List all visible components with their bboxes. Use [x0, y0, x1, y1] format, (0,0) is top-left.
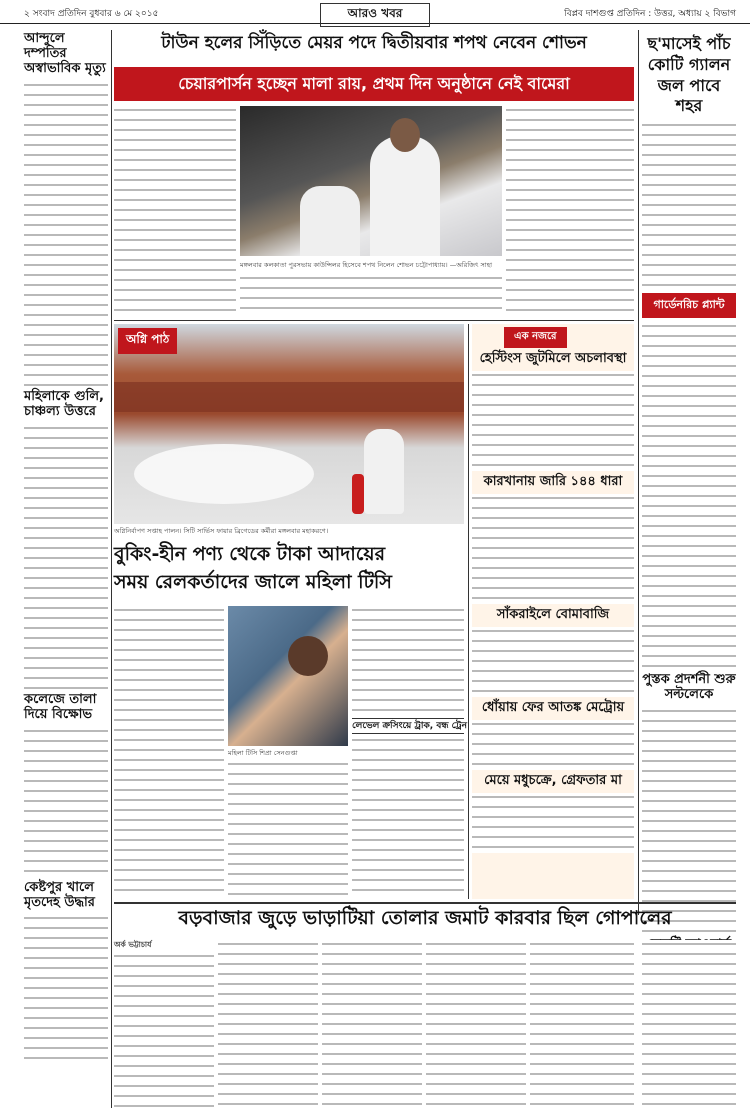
tc-text-left [114, 606, 224, 896]
left-column [24, 32, 108, 1112]
tc-text-under-photo [228, 760, 348, 896]
right-headline-3: পুস্তক প্রদর্শনী শুরু সল্টলেকে [642, 672, 736, 703]
brief-headline-4: ধোঁয়ায় ফের আতঙ্ক মেট্রোয় [481, 699, 625, 715]
brief-headline-1: হেস্টিংস জুটমিলে অচলাবস্থা [479, 351, 627, 366]
right-headline-1: ছ'মাসেই পাঁচ কোটি গ্যালন জল পাবে শহর [647, 34, 731, 116]
fire-drill-caption: অগ্নিনির্বাপণ সপ্তাহ পালন। সিটি সার্ভিস ফায়ার ব্রিগেডের কর্মীরা মঙ্গলবার মহাকরণে। [114, 527, 329, 535]
lead-headline: টাউন হলের সিঁড়িতে মেয়র পদে দ্বিতীয়বার শপথ নেবেন শোভন [161, 33, 587, 53]
right-article-2 [642, 322, 736, 667]
left-article-2 [24, 424, 108, 689]
brief-headline-3: সাঁকরাইলে বোমাবাজি [496, 606, 610, 622]
briefs-panel [472, 324, 634, 899]
lead-text-left [114, 106, 236, 316]
left-headline-2: মহিলাকে গুলি, চাঞ্চল্য উত্তরে [24, 388, 104, 419]
lead-text-right [506, 106, 634, 316]
bottom-text-col-5 [530, 940, 634, 1107]
brief-article-2 [472, 494, 634, 604]
bottom-top-rule [114, 902, 736, 904]
level-crossing-text [352, 736, 464, 896]
brief-article-4 [472, 720, 634, 770]
header-right: বিপ্লব দাশগুপ্ত প্রতিদিন : উত্তর, অধ্যায় ২ বিভাগ [564, 9, 736, 19]
bottom-text-col-1 [114, 952, 214, 1107]
tc-headline-line-2: সময় রেলকর্তাদের জালে মহিলা টিসি [114, 571, 392, 593]
briefs-divider [468, 324, 469, 899]
bottom-text-col-2 [218, 940, 318, 1107]
section-label: আরও খবর [320, 3, 430, 27]
header-date: ২ সংবাদ প্রতিদিন বুধবার ৬ মে ২০১৫ [24, 9, 159, 19]
left-article-3 [24, 727, 108, 877]
tc-text-right [352, 606, 464, 716]
column-divider [111, 30, 112, 1108]
left-headline-4: কেষ্টপুর খালে মৃতদেহ উদ্ধার [24, 879, 95, 910]
lead-bottom-rule [114, 320, 634, 321]
left-article-4 [24, 914, 108, 1064]
bottom-byline: অর্ক ভট্টাচার্য [114, 940, 152, 949]
fire-drill-label: অগ্নি পাঠ [118, 328, 177, 354]
right-article-1 [642, 121, 736, 289]
briefs-tag: এক নজরে [504, 327, 567, 348]
brief-article-1 [472, 371, 634, 471]
brief-headline-5: মেয়ে মধুচক্রে, গ্রেফতার মা [484, 772, 622, 788]
tc-photo [228, 606, 348, 746]
brief-article-5 [472, 793, 634, 853]
right-column-divider [638, 30, 639, 915]
tc-photo-caption: মহিলা টিসি শিপ্রা সেনগুপ্তা [228, 749, 298, 757]
fire-drill-photo [114, 324, 464, 524]
page-header [0, 0, 750, 24]
brief-headline-2: কারখানায় জারি ১৪৪ ধারা [483, 473, 623, 489]
left-headline-3: কলেজে তালা দিয়ে বিক্ষোভ [24, 691, 97, 722]
bottom-text-col-4 [426, 940, 526, 1107]
mayor-oath-photo [240, 106, 502, 256]
bottom-text-col-3 [322, 940, 422, 1107]
lead-photo-caption: মঙ্গলবার কলকাতা পুরসভায় কাউন্সিলর হিসেবে শপথ নিলেন শোভন চট্টোপাধ্যায়। —অরিজিৎ সাহা [240, 261, 493, 269]
tc-headline-line-1: বুকিং-হীন পণ্য থেকে টাকা আদায়ের [114, 543, 386, 565]
right-article-3 [642, 707, 736, 932]
brief-article-3 [472, 627, 634, 697]
left-headline-1: আন্দুলে দম্পতির অস্বাভাবিক মৃত্যু [24, 31, 106, 76]
left-article-1 [24, 81, 108, 386]
bottom-headline: বড়বাজার জুড়ে ভাড়াটিয়া তোলার জমাট কারবার ছিল গোপালের [178, 907, 672, 929]
lead-text-mid [240, 274, 502, 316]
right-column [642, 34, 736, 914]
right-headline-2: গার্ডেনরিচ প্ল্যান্ট [642, 293, 736, 318]
right-safety-article [642, 940, 736, 1107]
level-crossing-subhead: লেভেল ক্রসিংয়ে ট্রাক, বন্ধ ট্রেন [352, 718, 464, 734]
lead-subhead: চেয়ারপার্সন হচ্ছেন মালা রায়, প্রথম দিন অনুষ্ঠানে নেই বামেরা [114, 67, 634, 101]
